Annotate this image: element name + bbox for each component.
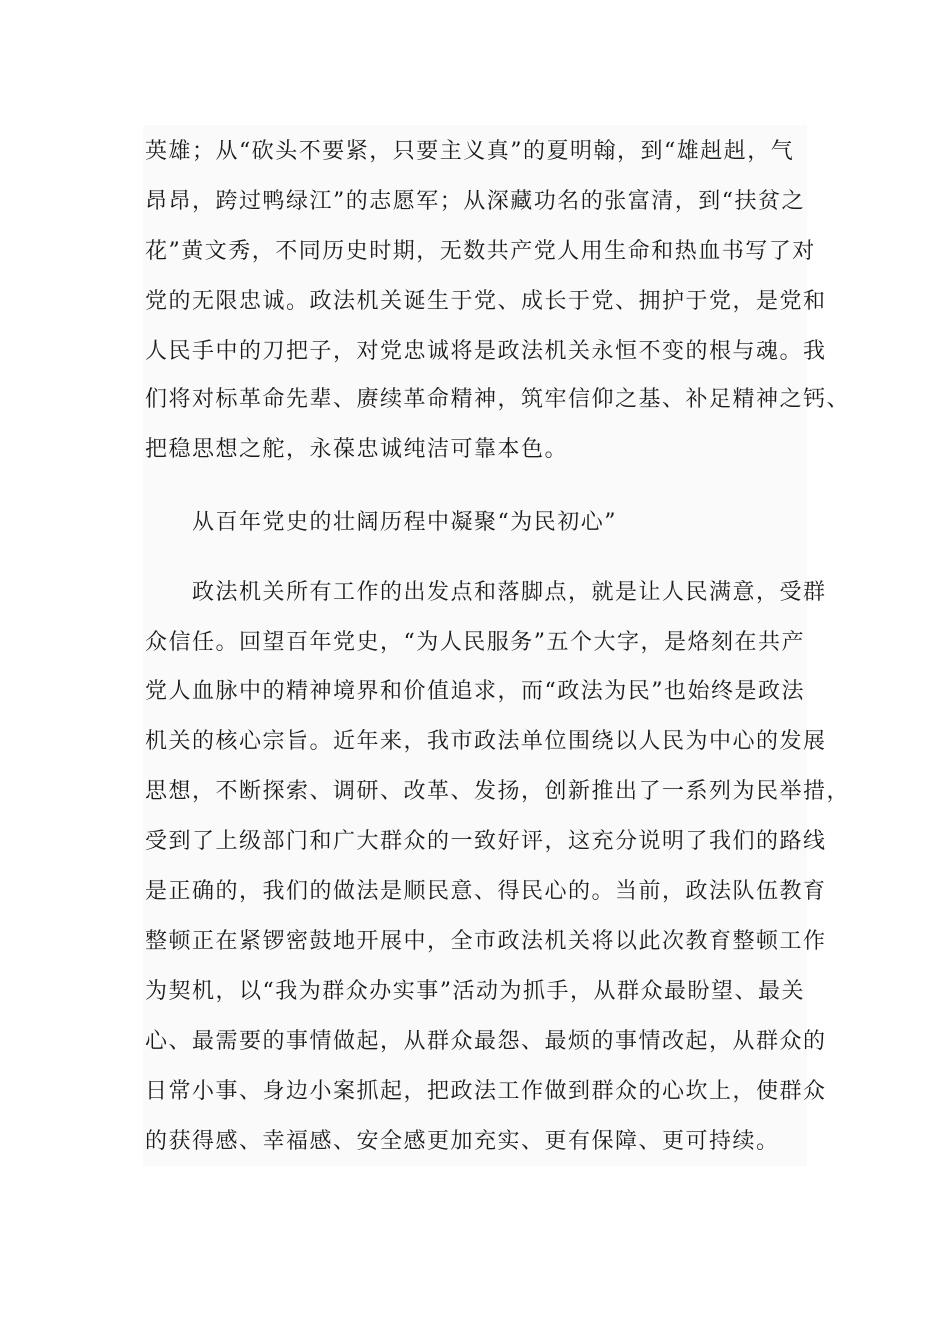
text-line: 花”黄文秀，不同历史时期，无数共产党人用生命和热血书写了对	[145, 239, 816, 264]
text-line: 昂昂，跨过鸭绿江”的志愿军；从深藏功名的张富清，到“扶贫之	[145, 189, 805, 214]
text-line: 党的无限忠诚。政法机关诞生于党、成长于党、拥护于党，是党和	[145, 289, 827, 314]
text-line: 人民手中的刀把子，对党忠诚将是政法机关永恒不变的根与魂。我	[145, 339, 827, 364]
text-line: 为契机，以“我为群众办实事”活动为抓手，从群众最盼望、最关	[145, 979, 805, 1004]
text-line: 整顿正在紧锣密鼓地开展中，全市政法机关将以此次教育整顿工作	[145, 929, 827, 954]
text-line: 的获得感、幸福感、安全感更加充实、更有保障、更可持续。	[145, 1129, 780, 1154]
text-line: 党人血脉中的精神境界和价值追求，而“政法为民”也始终是政法	[145, 679, 805, 704]
text-line: 是正确的，我们的做法是顺民意、得民心的。当前，政法队伍教育	[145, 879, 827, 904]
text-line: 机关的核心宗旨。近年来，我市政法单位围绕以人民为中心的发展	[145, 729, 827, 754]
text-line: 思想，不断探索、调研、改革、发扬，创新推出了一系列为民举措，	[145, 779, 851, 804]
text-line: 们将对标革命先辈、赓续革命精神，筑牢信仰之基、补足精神之钙、	[145, 387, 851, 412]
text-line: 日常小事、身边小案抓起，把政法工作做到群众的心坎上，使群众	[145, 1079, 827, 1104]
text-line: 政法机关所有工作的出发点和落脚点，就是让人民满意，受群	[145, 580, 827, 605]
text-line: 英雄；从“砍头不要紧，只要主义真”的夏明翰，到“雄赳赳，气	[145, 139, 795, 164]
section-heading: 从百年党史的壮阔历程中凝聚“为民初心”	[145, 510, 617, 535]
text-line: 心、最需要的事情做起，从群众最怨、最烦的事情改起，从群众的	[145, 1029, 827, 1054]
text-line: 受到了上级部门和广大群众的一致好评，这充分说明了我们的路线	[145, 829, 827, 854]
text-line: 众信任。回望百年党史，“为人民服务”五个大字，是烙刻在共产	[145, 630, 805, 655]
text-line: 把稳思想之舵，永葆忠诚纯洁可靠本色。	[145, 437, 569, 462]
